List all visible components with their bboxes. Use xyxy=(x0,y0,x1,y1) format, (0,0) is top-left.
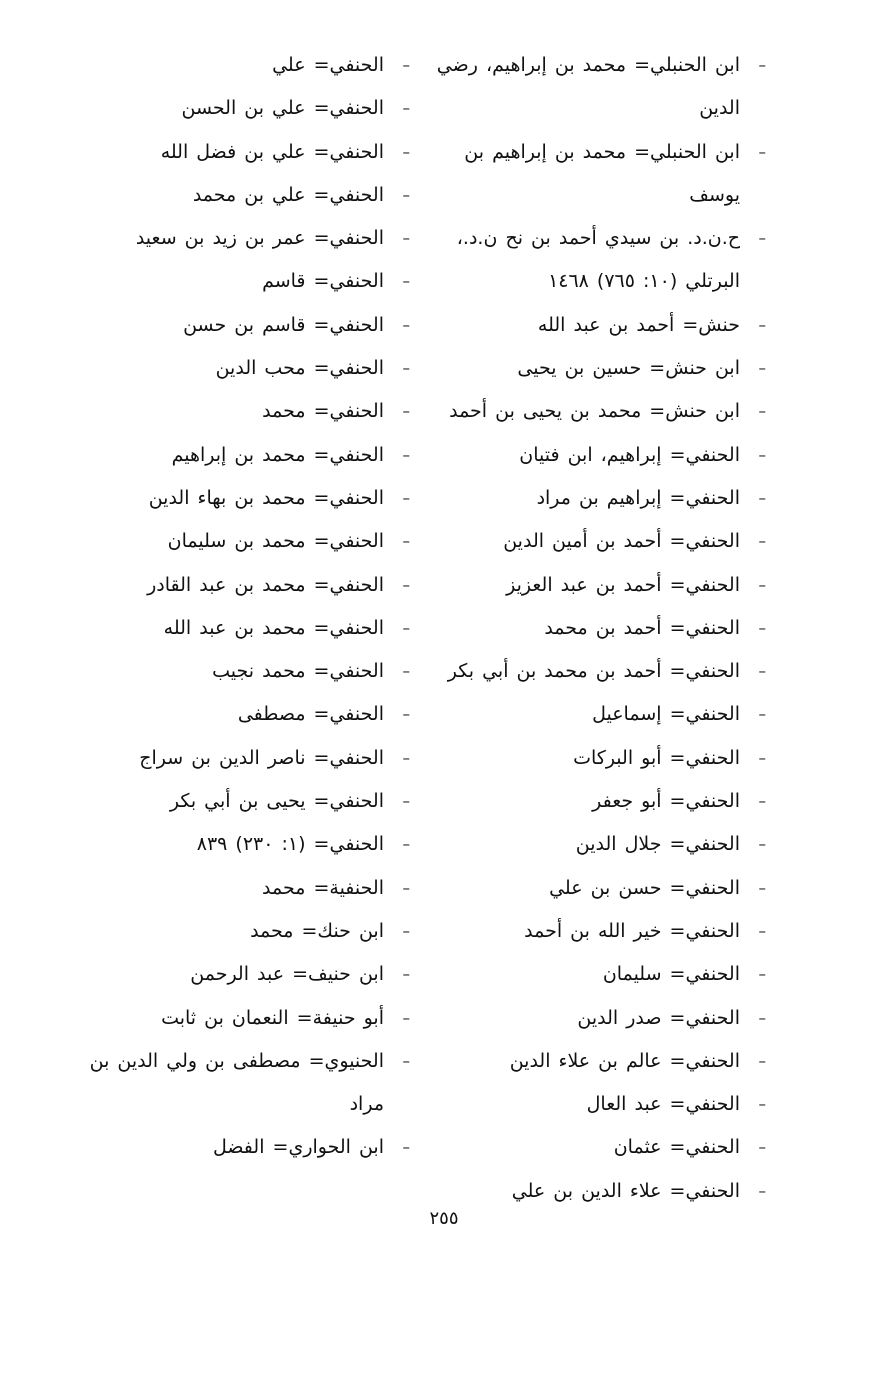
index-entry xyxy=(74,823,414,866)
entry-dash: – xyxy=(402,921,410,940)
index-entry xyxy=(425,823,770,866)
entry-text: ابن حنك= محمد xyxy=(250,919,384,942)
entry-text: الحنفي= محمد بن بهاء الدين xyxy=(148,486,384,509)
entry-text: ابن الحنبلي= محمد بن إبراهيم بن يوسف xyxy=(464,140,740,206)
entry-text: الحنفي= علي بن محمد xyxy=(192,183,384,206)
index-entry xyxy=(425,1040,770,1083)
entry-dash: – xyxy=(402,705,410,724)
entry-dash: – xyxy=(758,662,766,681)
index-entry xyxy=(74,260,414,303)
entry-dash: – xyxy=(758,835,766,854)
entry-text: الحنفي= علاء الدين بن علي xyxy=(511,1179,740,1202)
index-entry xyxy=(425,564,770,607)
entry-dash: – xyxy=(758,792,766,811)
entry-text: ابن حنش= محمد بن يحيى بن أحمد xyxy=(449,400,740,423)
entry-text: ابن الحنبلي= محمد بن إبراهيم، رضي الدين xyxy=(436,54,740,120)
entry-dash: – xyxy=(758,532,766,551)
entry-text: الحنفي= علي بن الحسن xyxy=(181,97,384,120)
entry-text: الحنفي= محمد نجيب xyxy=(212,660,384,683)
index-entry xyxy=(425,997,770,1040)
entry-text: الحنفي= محمد xyxy=(262,400,384,423)
index-entry xyxy=(74,997,414,1040)
entry-dash: – xyxy=(758,488,766,507)
entry-dash: – xyxy=(402,142,410,161)
entry-dash: – xyxy=(758,359,766,378)
entry-dash: – xyxy=(402,575,410,594)
entry-dash: – xyxy=(758,1008,766,1027)
entry-dash: – xyxy=(758,229,766,248)
entry-dash: – xyxy=(402,965,410,984)
index-column-right xyxy=(425,44,770,1213)
entry-text: الحنفي= إسماعيل xyxy=(592,703,740,726)
entry-dash: – xyxy=(758,748,766,767)
index-entry xyxy=(74,390,414,433)
entry-text: الحنفي= عمر بن زيد بن سعيد xyxy=(135,227,384,250)
index-entry xyxy=(74,520,414,563)
entry-dash: – xyxy=(758,1095,766,1114)
entry-text: الحنفي= أبو البركات xyxy=(573,746,740,769)
entry-text: الحنفي= إبراهيم، ابن فتيان xyxy=(519,443,740,466)
entry-text: الحنفي= محمد بن عبد الله xyxy=(163,616,384,639)
index-entry xyxy=(74,953,414,996)
entry-text: الحنفي= ناصر الدين بن سراج xyxy=(139,746,384,769)
entry-text: الحنفي= قاسم xyxy=(262,270,384,293)
index-entry xyxy=(74,434,414,477)
index-entry xyxy=(425,650,770,693)
index-entry xyxy=(425,780,770,823)
index-entry xyxy=(74,780,414,823)
index-entry xyxy=(74,44,414,87)
entry-text: الحنفي= أحمد بن أمين الدين xyxy=(503,530,740,553)
index-entry xyxy=(74,910,414,953)
entry-dash: – xyxy=(402,532,410,551)
index-entry xyxy=(74,217,414,260)
entry-dash: – xyxy=(402,185,410,204)
index-entry xyxy=(425,1170,770,1213)
index-entry xyxy=(425,1126,770,1169)
entry-text: الحنفي= أحمد بن عبد العزيز xyxy=(506,573,740,596)
index-entry xyxy=(425,347,770,390)
index-entry xyxy=(425,217,770,304)
entry-dash: – xyxy=(758,921,766,940)
entry-dash: – xyxy=(758,1051,766,1070)
entry-text: الحنفي= مصطفى xyxy=(237,703,384,726)
entry-text: الحنفي= محمد بن إبراهيم xyxy=(171,443,384,466)
index-entry xyxy=(425,44,770,131)
entry-dash: – xyxy=(402,359,410,378)
entry-dash: – xyxy=(758,445,766,464)
entry-dash: – xyxy=(758,1181,766,1200)
entry-text: الحنفي= جلال الدين xyxy=(575,833,740,856)
entry-text: الحنفية= محمد xyxy=(262,876,384,899)
index-entry xyxy=(425,737,770,780)
index-entry xyxy=(74,304,414,347)
entry-dash: – xyxy=(758,965,766,984)
index-entry xyxy=(425,131,770,218)
entry-text: الحنفي= خير الله بن أحمد xyxy=(524,919,740,942)
index-entry xyxy=(425,1083,770,1126)
index-entry xyxy=(74,131,414,174)
entry-dash: – xyxy=(402,835,410,854)
entry-text: الحنفي= محمد بن عبد القادر xyxy=(147,573,384,596)
entry-dash: – xyxy=(758,402,766,421)
entry-text: الحنيوي= مصطفى بن ولي الدين بن مراد xyxy=(89,1049,384,1116)
index-entry xyxy=(425,867,770,910)
index-entry xyxy=(425,693,770,736)
entry-text: الحنفي= علي بن فضل الله xyxy=(160,140,384,163)
entry-text: الحنفي= عالم بن علاء الدين xyxy=(509,1049,740,1072)
index-entry xyxy=(74,1126,414,1169)
index-entry xyxy=(74,477,414,520)
index-entry xyxy=(425,520,770,563)
entry-text: الحنفي= سليمان xyxy=(602,963,740,986)
entry-dash: – xyxy=(402,1008,410,1027)
entry-text: الحنفي= علي xyxy=(272,54,384,76)
index-entry xyxy=(74,87,414,130)
entry-text: الحنفي= عبد العال xyxy=(586,1093,740,1116)
index-entry xyxy=(74,867,414,910)
index-entry xyxy=(74,347,414,390)
entry-text: الحنفي= أبو جعفر xyxy=(592,790,740,813)
entry-text: أبو حنيفة= النعمان بن ثابت xyxy=(161,1006,384,1029)
entry-dash: – xyxy=(402,56,410,74)
index-entry xyxy=(74,1040,414,1127)
entry-dash: – xyxy=(402,445,410,464)
entry-text: الحنفي= أحمد بن محمد xyxy=(544,616,740,639)
index-entry xyxy=(74,174,414,217)
entry-text: الحنفي= عثمان xyxy=(613,1136,740,1159)
index-entry xyxy=(425,304,770,347)
entry-text: حنش= أحمد بن عبد الله xyxy=(537,313,740,336)
entry-text: الحنفي= صدر الدين xyxy=(577,1006,740,1029)
entry-dash: – xyxy=(758,1138,766,1157)
index-entry xyxy=(74,607,414,650)
entry-dash: – xyxy=(402,1138,410,1157)
entry-text: ح.ن.د. بن سيدي أحمد بن نح ن.د.، البرتلي (١٠: ٧٦٥) ١٤٦٨ xyxy=(456,227,740,293)
entry-text: الحنفي= يحيى بن أبي بكر xyxy=(169,790,384,813)
entry-text: الحنفي= حسن بن علي xyxy=(549,876,740,899)
entry-dash: – xyxy=(402,488,410,507)
entry-text: الحنفي= محب الدين xyxy=(215,357,384,380)
index-entry xyxy=(425,607,770,650)
index-column-left xyxy=(74,44,414,1170)
entry-dash: – xyxy=(758,315,766,334)
index-entry xyxy=(425,910,770,953)
entry-dash: – xyxy=(758,56,766,74)
entry-dash: – xyxy=(758,618,766,637)
index-entry xyxy=(74,737,414,780)
entry-text: ابن حنيف= عبد الرحمن xyxy=(190,963,384,986)
entry-dash: – xyxy=(402,748,410,767)
entry-text: الحنفي= محمد بن سليمان xyxy=(167,530,384,553)
entry-dash: – xyxy=(758,142,766,161)
entry-dash: – xyxy=(402,792,410,811)
index-entry xyxy=(425,477,770,520)
index-entry xyxy=(74,650,414,693)
index-entry xyxy=(425,390,770,433)
entry-dash: – xyxy=(402,229,410,248)
entry-dash: – xyxy=(402,878,410,897)
entry-text: ابن الحواري= الفضل xyxy=(212,1136,384,1159)
index-entry xyxy=(74,564,414,607)
entry-text: الحنفي= (١: ٢٣٠) ٨٣٩ xyxy=(196,833,384,856)
entry-dash: – xyxy=(402,1051,410,1070)
entry-dash: – xyxy=(758,878,766,897)
index-entry xyxy=(74,693,414,736)
entry-dash: – xyxy=(402,402,410,421)
index-entry xyxy=(425,434,770,477)
entry-dash: – xyxy=(402,272,410,291)
index-entry xyxy=(425,953,770,996)
entry-dash: – xyxy=(758,575,766,594)
entry-dash: – xyxy=(402,662,410,681)
entry-dash: – xyxy=(402,99,410,118)
entry-text: الحنفي= إبراهيم بن مراد xyxy=(536,486,740,509)
entry-dash: – xyxy=(402,315,410,334)
entry-dash: – xyxy=(758,705,766,724)
page-number: ٢٥٥ xyxy=(429,1208,459,1229)
entry-text: ابن حنش= حسين بن يحيى xyxy=(517,357,740,380)
entry-text: الحنفي= قاسم بن حسن xyxy=(183,313,384,336)
entry-text: الحنفي= أحمد بن محمد بن أبي بكر xyxy=(447,660,740,683)
entry-dash: – xyxy=(402,618,410,637)
